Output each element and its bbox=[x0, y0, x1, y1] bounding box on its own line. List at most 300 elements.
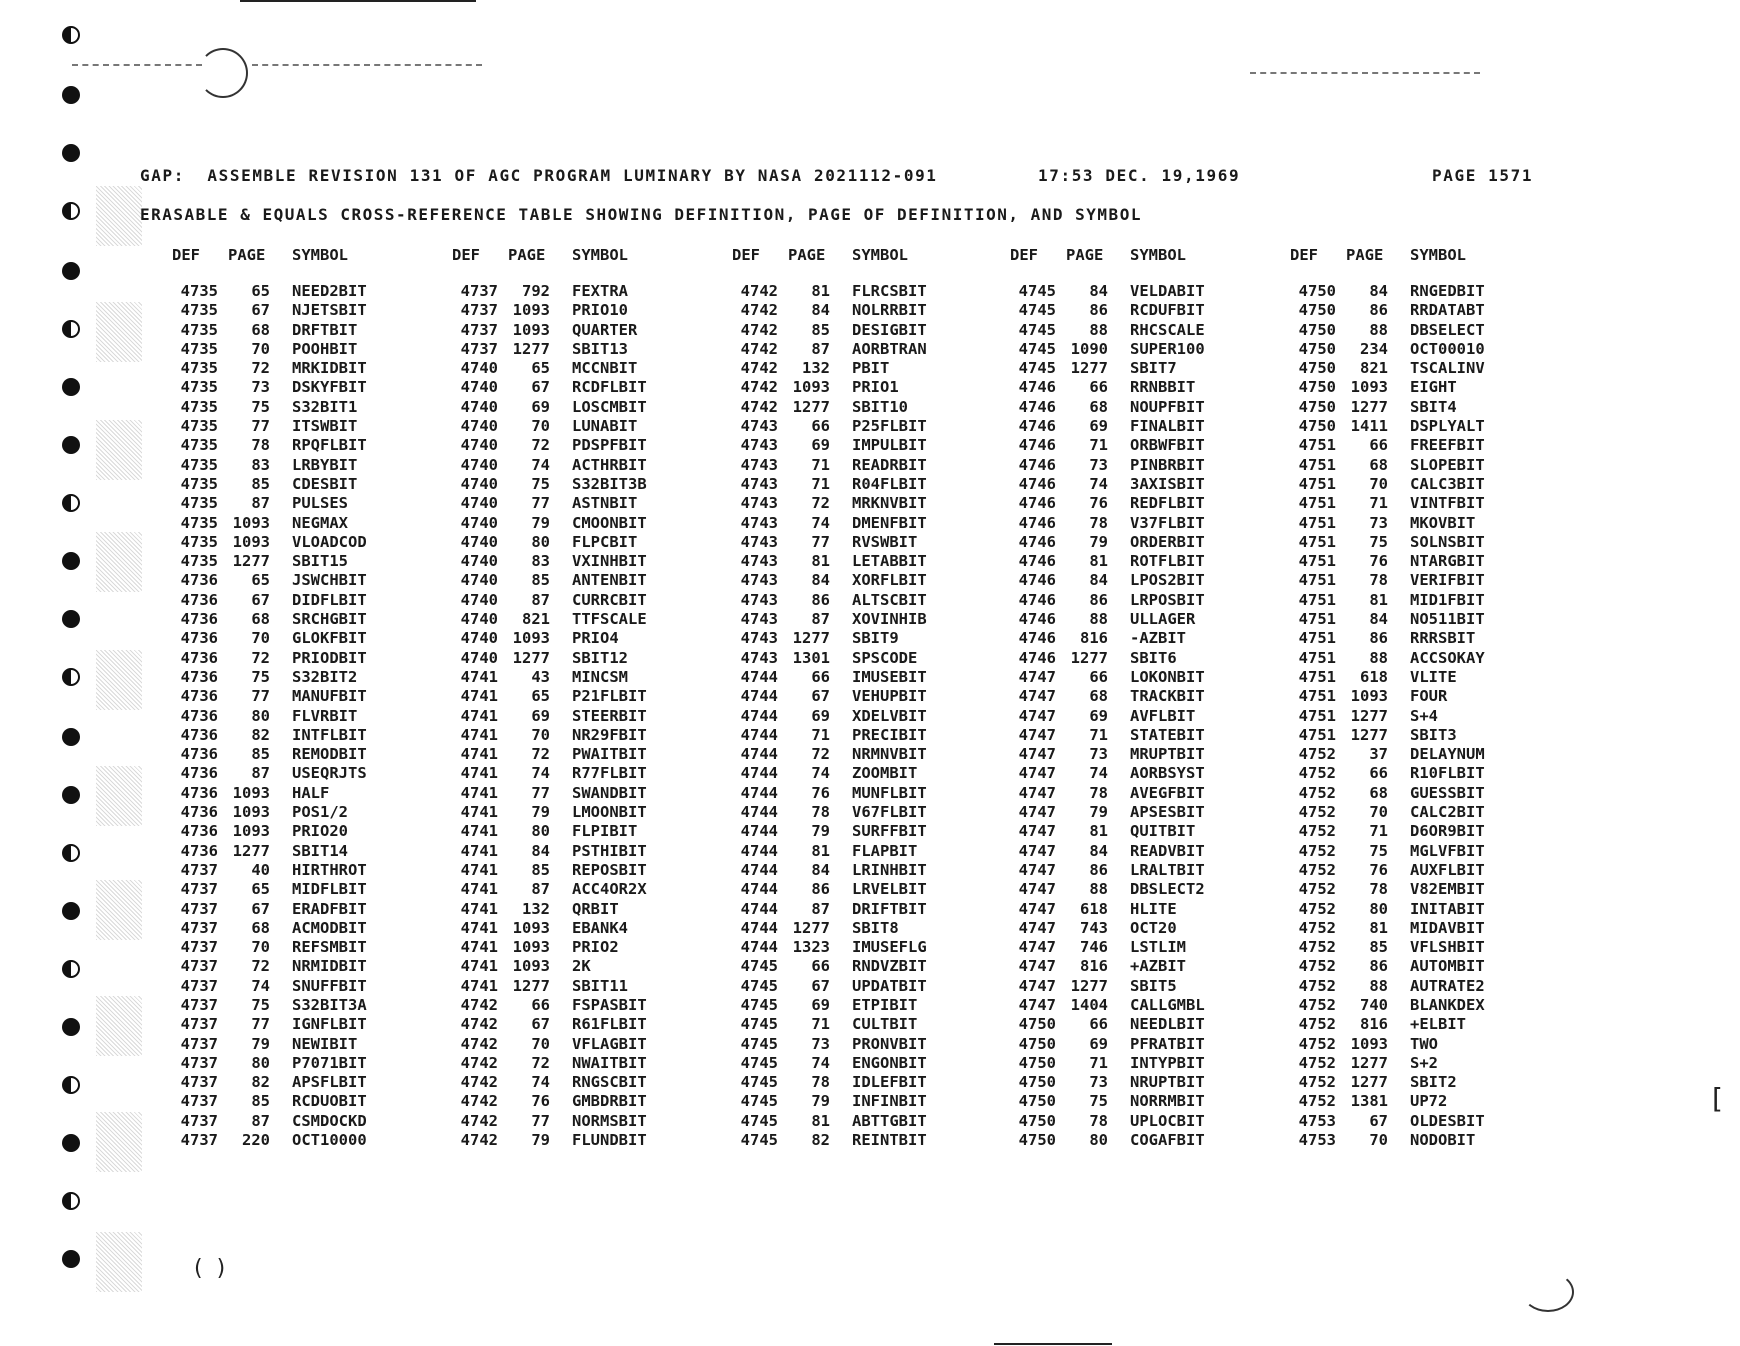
table-row bbox=[452, 726, 722, 745]
page-value: 67 bbox=[251, 899, 270, 918]
page-value: 1277 bbox=[232, 552, 270, 571]
symbol-name: MKOVBIT bbox=[1410, 513, 1476, 532]
page-value: 84 bbox=[1089, 841, 1108, 860]
table-row bbox=[732, 842, 1002, 861]
table-row bbox=[172, 475, 442, 494]
table-row bbox=[1010, 533, 1280, 552]
page-value: 1093 bbox=[512, 320, 550, 339]
timestamp: 17:53 DEC. 19,1969 bbox=[1038, 166, 1241, 185]
symbol-name: VELDABIT bbox=[1130, 282, 1205, 300]
symbol-name: SBIT9 bbox=[852, 629, 899, 648]
punch-hole-7 bbox=[62, 378, 80, 396]
def-value: 4747 bbox=[1018, 841, 1056, 860]
def-value: 4751 bbox=[1298, 552, 1336, 571]
symbol-name: NRMIDBIT bbox=[292, 957, 367, 976]
def-value: 4735 bbox=[180, 436, 218, 455]
symbol-name: GLOKFBIT bbox=[292, 629, 367, 648]
page-value: 81 bbox=[1369, 590, 1388, 609]
page-value: 743 bbox=[1080, 918, 1108, 937]
page-value: 67 bbox=[251, 590, 270, 609]
symbol-name: VERIFBIT bbox=[1410, 571, 1485, 590]
page-value: 71 bbox=[1369, 494, 1388, 513]
symbol-name: SNUFFBIT bbox=[292, 976, 367, 995]
page-value: 1277 bbox=[1350, 725, 1388, 744]
table-row bbox=[1010, 456, 1280, 475]
column-header-row bbox=[452, 246, 722, 282]
def-value: 4741 bbox=[460, 957, 498, 976]
def-value: 4744 bbox=[740, 783, 778, 802]
def-value: 4740 bbox=[460, 397, 498, 416]
symbol-name: REFSMBIT bbox=[292, 938, 367, 957]
def-value: 4741 bbox=[460, 745, 498, 764]
table-row bbox=[732, 996, 1002, 1015]
def-value: 4753 bbox=[1298, 1111, 1336, 1130]
table-row bbox=[1010, 629, 1280, 648]
page-value: 87 bbox=[811, 899, 830, 918]
table-row bbox=[1010, 475, 1280, 494]
def-value: 4745 bbox=[1018, 339, 1056, 358]
def-value: 4741 bbox=[460, 880, 498, 899]
table-row bbox=[172, 301, 442, 320]
page-value: 1381 bbox=[1350, 1092, 1388, 1111]
def-value: 4735 bbox=[180, 359, 218, 378]
page-value: 85 bbox=[531, 860, 550, 879]
symbol-name: ALTSCBIT bbox=[852, 590, 927, 609]
def-value: 4747 bbox=[1018, 783, 1056, 802]
punch-hole-16 bbox=[62, 902, 80, 920]
def-value: 4746 bbox=[1018, 436, 1056, 455]
page-value: 83 bbox=[531, 552, 550, 571]
table-row bbox=[172, 552, 442, 571]
def-value: 4741 bbox=[460, 899, 498, 918]
symbol-name: VFLAGBIT bbox=[572, 1034, 647, 1053]
table-row bbox=[1290, 378, 1560, 397]
page-value: 1277 bbox=[792, 918, 830, 937]
page-value: 66 bbox=[811, 667, 830, 686]
def-value: 4742 bbox=[460, 1034, 498, 1053]
page-value: 75 bbox=[1369, 532, 1388, 551]
table-row bbox=[452, 1092, 722, 1111]
table-row bbox=[1010, 957, 1280, 976]
def-value: 4747 bbox=[1018, 918, 1056, 937]
table-row bbox=[1010, 1073, 1280, 1092]
symbol-name: S32BIT1 bbox=[292, 397, 358, 416]
page-value: 1093 bbox=[1350, 687, 1388, 706]
def-value: 4740 bbox=[460, 590, 498, 609]
page-value: 821 bbox=[1360, 359, 1388, 378]
symbol-name: READRBIT bbox=[852, 455, 927, 474]
top-dash-mid bbox=[252, 64, 482, 66]
table-row bbox=[732, 378, 1002, 397]
symbol-name: NR29FBIT bbox=[572, 725, 647, 744]
table-row bbox=[452, 436, 722, 455]
page-value: 1093 bbox=[512, 918, 550, 937]
def-value: 4744 bbox=[740, 667, 778, 686]
symbol-name: ABTTGBIT bbox=[852, 1111, 927, 1130]
table-row bbox=[1010, 938, 1280, 957]
symbol-name: SBIT7 bbox=[1130, 359, 1177, 378]
symbol-name: NEGMAX bbox=[292, 513, 348, 532]
punch-hole-18 bbox=[62, 1018, 80, 1036]
def-value: 4740 bbox=[460, 378, 498, 397]
symbol-name: LPOS2BIT bbox=[1130, 571, 1205, 590]
page-value: 71 bbox=[1369, 822, 1388, 841]
table-row bbox=[452, 707, 722, 726]
symbol-name: REPOSBIT bbox=[572, 860, 647, 879]
table-row bbox=[1290, 321, 1560, 340]
table-row bbox=[1290, 436, 1560, 455]
def-value: 4737 bbox=[460, 301, 498, 320]
table-row bbox=[1010, 687, 1280, 706]
table-row bbox=[172, 919, 442, 938]
page-value: 220 bbox=[242, 1131, 270, 1150]
table-row bbox=[452, 514, 722, 533]
punch-hole-12 bbox=[62, 668, 80, 686]
header-page: PAGE bbox=[788, 246, 826, 264]
page-value: 1093 bbox=[512, 938, 550, 957]
symbol-name: LOSCMBIT bbox=[572, 397, 647, 416]
table-row bbox=[1010, 436, 1280, 455]
page-value: 80 bbox=[1369, 899, 1388, 918]
page-value: 65 bbox=[251, 571, 270, 590]
symbol-name: S32BIT3B bbox=[572, 474, 647, 493]
def-value: 4740 bbox=[460, 513, 498, 532]
def-value: 4751 bbox=[1298, 590, 1336, 609]
def-value: 4741 bbox=[460, 706, 498, 725]
page-value: 85 bbox=[251, 1092, 270, 1111]
header-def: DEF bbox=[1010, 246, 1038, 264]
def-value: 4751 bbox=[1298, 706, 1336, 725]
page-value: 76 bbox=[1089, 494, 1108, 513]
def-value: 4736 bbox=[180, 764, 218, 783]
page-value: 75 bbox=[531, 474, 550, 493]
def-value: 4737 bbox=[180, 1073, 218, 1092]
table-row bbox=[1010, 494, 1280, 513]
def-value: 4752 bbox=[1298, 880, 1336, 899]
table-row bbox=[1010, 1131, 1280, 1150]
def-value: 4736 bbox=[180, 667, 218, 686]
page-value: 88 bbox=[1369, 648, 1388, 667]
column-header-row bbox=[1010, 246, 1280, 282]
table-row bbox=[452, 900, 722, 919]
symbol-name: USEQRJTS bbox=[292, 764, 367, 783]
def-value: 4745 bbox=[1018, 359, 1056, 378]
page-value: 79 bbox=[531, 803, 550, 822]
table-row bbox=[172, 1112, 442, 1131]
table-row bbox=[1010, 803, 1280, 822]
page-value: 79 bbox=[1089, 803, 1108, 822]
table-row bbox=[1290, 1112, 1560, 1131]
table-row bbox=[1290, 591, 1560, 610]
symbol-name: DSKYFBIT bbox=[292, 378, 367, 397]
table-row bbox=[732, 745, 1002, 764]
table-row bbox=[732, 900, 1002, 919]
page-value: 73 bbox=[1089, 1073, 1108, 1092]
def-value: 4752 bbox=[1298, 841, 1336, 860]
table-row bbox=[1010, 398, 1280, 417]
scan-smudge bbox=[96, 766, 142, 826]
page-value: 70 bbox=[1369, 474, 1388, 493]
page-value: 85 bbox=[811, 320, 830, 339]
table-row bbox=[172, 1073, 442, 1092]
def-value: 4737 bbox=[180, 976, 218, 995]
table-row bbox=[452, 398, 722, 417]
symbol-name: VEHUPBIT bbox=[852, 687, 927, 706]
table-row bbox=[452, 668, 722, 687]
symbol-name: ACMODBIT bbox=[292, 918, 367, 937]
page-value: 75 bbox=[1089, 1092, 1108, 1111]
symbol-name: ITSWBIT bbox=[292, 417, 358, 436]
page-value: 81 bbox=[811, 282, 830, 300]
punch-hole-21 bbox=[62, 1192, 80, 1210]
page-value: 80 bbox=[251, 1053, 270, 1072]
symbol-name: CMOONBIT bbox=[572, 513, 647, 532]
page-value: 72 bbox=[531, 1053, 550, 1072]
symbol-name: SPSCODE bbox=[852, 648, 918, 667]
page-value: 71 bbox=[1089, 725, 1108, 744]
symbol-name: EBANK4 bbox=[572, 918, 628, 937]
table-subtitle: ERASABLE & EQUALS CROSS-REFERENCE TABLE SHOWING DEFINITION, PAGE OF DEFINITION, AND SYMBOL bbox=[140, 205, 1142, 224]
symbol-name: NOLRRBIT bbox=[852, 301, 927, 320]
table-row bbox=[452, 321, 722, 340]
symbol-name: LSTLIM bbox=[1130, 938, 1186, 957]
def-value: 4746 bbox=[1018, 610, 1056, 629]
def-value: 4735 bbox=[180, 339, 218, 358]
def-value: 4742 bbox=[460, 1131, 498, 1150]
def-value: 4743 bbox=[740, 590, 778, 609]
def-value: 4741 bbox=[460, 918, 498, 937]
symbol-name: RRNBBIT bbox=[1130, 378, 1196, 397]
table-row bbox=[1290, 340, 1560, 359]
table-row bbox=[172, 417, 442, 436]
symbol-name: FREEFBIT bbox=[1410, 436, 1485, 455]
page-value: 618 bbox=[1080, 899, 1108, 918]
symbol-name: LRINHBIT bbox=[852, 860, 927, 879]
table-row bbox=[1010, 900, 1280, 919]
table-row bbox=[172, 842, 442, 861]
def-value: 4740 bbox=[460, 474, 498, 493]
table-row bbox=[1010, 707, 1280, 726]
def-value: 4747 bbox=[1018, 687, 1056, 706]
page-value: 1277 bbox=[1350, 706, 1388, 725]
table-row bbox=[1290, 900, 1560, 919]
table-row bbox=[1290, 842, 1560, 861]
def-value: 4745 bbox=[740, 1131, 778, 1150]
symbol-name: PFRATBIT bbox=[1130, 1034, 1205, 1053]
symbol-name: GMBDRBIT bbox=[572, 1092, 647, 1111]
top-dash-right bbox=[1250, 72, 1480, 74]
def-value: 4743 bbox=[740, 629, 778, 648]
def-value: 4737 bbox=[180, 1034, 218, 1053]
def-value: 4740 bbox=[460, 571, 498, 590]
def-value: 4742 bbox=[460, 1053, 498, 1072]
table-row bbox=[732, 533, 1002, 552]
page-value: 76 bbox=[1369, 860, 1388, 879]
page-value: 87 bbox=[811, 339, 830, 358]
table-row bbox=[1010, 977, 1280, 996]
page-value: 81 bbox=[1369, 918, 1388, 937]
table-row bbox=[452, 552, 722, 571]
page-value: 1277 bbox=[792, 397, 830, 416]
symbol-name: SBIT4 bbox=[1410, 397, 1457, 416]
page-value: 1093 bbox=[512, 957, 550, 976]
table-row bbox=[172, 629, 442, 648]
page-value: 67 bbox=[531, 1015, 550, 1034]
def-value: 4745 bbox=[740, 1015, 778, 1034]
punch-hole-8 bbox=[62, 436, 80, 454]
def-value: 4752 bbox=[1298, 918, 1336, 937]
table-row bbox=[1290, 726, 1560, 745]
def-value: 4751 bbox=[1298, 436, 1336, 455]
table-row bbox=[732, 1015, 1002, 1034]
header-def: DEF bbox=[172, 246, 200, 264]
symbol-name: READVBIT bbox=[1130, 841, 1205, 860]
def-value: 4751 bbox=[1298, 532, 1336, 551]
page-value: 80 bbox=[1089, 1131, 1108, 1150]
def-value: 4743 bbox=[740, 494, 778, 513]
def-value: 4750 bbox=[1298, 339, 1336, 358]
symbol-name: LRBYBIT bbox=[292, 455, 358, 474]
page-value: 78 bbox=[1089, 513, 1108, 532]
table-row bbox=[1290, 1054, 1560, 1073]
symbol-name: CALLGMBL bbox=[1130, 995, 1205, 1014]
symbol-name: MRKNVBIT bbox=[852, 494, 927, 513]
symbol-name: RHCSCALE bbox=[1130, 320, 1205, 339]
page-value: 86 bbox=[1089, 301, 1108, 320]
symbol-name: PULSES bbox=[292, 494, 348, 513]
symbol-name: SURFFBIT bbox=[852, 822, 927, 841]
def-value: 4750 bbox=[1298, 359, 1336, 378]
table-row bbox=[172, 938, 442, 957]
symbol-name: P21FLBIT bbox=[572, 687, 647, 706]
symbol-name: ULLAGER bbox=[1130, 610, 1196, 629]
table-row bbox=[452, 282, 722, 301]
page-value: 71 bbox=[811, 455, 830, 474]
table-row bbox=[1290, 861, 1560, 880]
symbol-name: ERADFBIT bbox=[292, 899, 367, 918]
symbol-name: FLVRBIT bbox=[292, 706, 358, 725]
table-row bbox=[732, 456, 1002, 475]
page-value: 65 bbox=[251, 880, 270, 899]
symbol-name: ASTNBIT bbox=[572, 494, 638, 513]
page-value: 1323 bbox=[792, 938, 830, 957]
page-value: 80 bbox=[531, 532, 550, 551]
def-value: 4750 bbox=[1298, 378, 1336, 397]
page-value: 746 bbox=[1080, 938, 1108, 957]
def-value: 4741 bbox=[460, 764, 498, 783]
def-value: 4747 bbox=[1018, 880, 1056, 899]
symbol-name: QRBIT bbox=[572, 899, 619, 918]
table-row bbox=[452, 957, 722, 976]
def-value: 4750 bbox=[1018, 1131, 1056, 1150]
page-value: 86 bbox=[1369, 629, 1388, 648]
page-value: 71 bbox=[1089, 436, 1108, 455]
def-value: 4747 bbox=[1018, 725, 1056, 744]
symbol-name: OCT10000 bbox=[292, 1131, 367, 1150]
page-value: 1090 bbox=[1070, 339, 1108, 358]
page-value: 69 bbox=[811, 706, 830, 725]
symbol-name: FSPASBIT bbox=[572, 995, 647, 1014]
symbol-name: ACC4OR2X bbox=[572, 880, 647, 899]
page-value: 1093 bbox=[232, 822, 270, 841]
symbol-name: LRPOSBIT bbox=[1130, 590, 1205, 609]
def-value: 4737 bbox=[180, 1053, 218, 1072]
def-value: 4752 bbox=[1298, 1053, 1336, 1072]
table-row bbox=[452, 803, 722, 822]
page-value: 81 bbox=[811, 841, 830, 860]
table-row bbox=[172, 707, 442, 726]
def-value: 4744 bbox=[740, 803, 778, 822]
page-value: 618 bbox=[1360, 667, 1388, 686]
symbol-name: ANTENBIT bbox=[572, 571, 647, 590]
symbol-name: ETPIBIT bbox=[852, 995, 918, 1014]
page-value: 78 bbox=[1369, 880, 1388, 899]
header-def: DEF bbox=[452, 246, 480, 264]
page-value: 66 bbox=[531, 995, 550, 1014]
table-row bbox=[732, 977, 1002, 996]
page-value: 80 bbox=[531, 822, 550, 841]
def-value: 4737 bbox=[180, 1111, 218, 1130]
table-row bbox=[1290, 919, 1560, 938]
scan-smudge bbox=[96, 186, 142, 246]
def-value: 4735 bbox=[180, 378, 218, 397]
def-value: 4743 bbox=[740, 610, 778, 629]
table-row bbox=[452, 494, 722, 513]
symbol-name: NOUPFBIT bbox=[1130, 397, 1205, 416]
symbol-name: SBIT8 bbox=[852, 918, 899, 937]
symbol-name: SBIT12 bbox=[572, 648, 628, 667]
table-row bbox=[1010, 784, 1280, 803]
table-row bbox=[1290, 571, 1560, 590]
xref-column-5 bbox=[1290, 246, 1560, 1150]
symbol-name: SBIT6 bbox=[1130, 648, 1177, 667]
symbol-name: INTYPBIT bbox=[1130, 1053, 1205, 1072]
table-row bbox=[1010, 764, 1280, 783]
symbol-name: MCCNBIT bbox=[572, 359, 638, 378]
page-value: 65 bbox=[531, 687, 550, 706]
symbol-name: AVFLBIT bbox=[1130, 706, 1196, 725]
table-row bbox=[172, 282, 442, 301]
def-value: 4745 bbox=[1018, 282, 1056, 300]
table-row bbox=[172, 533, 442, 552]
punch-hole-22 bbox=[62, 1250, 80, 1268]
symbol-name: SBIT14 bbox=[292, 841, 348, 860]
def-value: 4746 bbox=[1018, 455, 1056, 474]
page-value: 821 bbox=[522, 610, 550, 629]
table-row bbox=[172, 398, 442, 417]
symbol-name: UPLOCBIT bbox=[1130, 1111, 1205, 1130]
def-value: 4741 bbox=[460, 667, 498, 686]
table-row bbox=[1290, 301, 1560, 320]
table-row bbox=[1290, 668, 1560, 687]
page-value: 84 bbox=[1369, 282, 1388, 300]
table-row bbox=[1290, 533, 1560, 552]
table-row bbox=[452, 475, 722, 494]
def-value: 4741 bbox=[460, 976, 498, 995]
table-row bbox=[172, 861, 442, 880]
table-row bbox=[172, 649, 442, 668]
punch-hole-10 bbox=[62, 552, 80, 570]
symbol-name: HIRTHROT bbox=[292, 860, 367, 879]
def-value: 4744 bbox=[740, 918, 778, 937]
symbol-name: DELAYNUM bbox=[1410, 745, 1485, 764]
page-value: 77 bbox=[251, 1015, 270, 1034]
def-value: 4746 bbox=[1018, 378, 1056, 397]
symbol-name: SRCHGBIT bbox=[292, 610, 367, 629]
page-value: 68 bbox=[251, 610, 270, 629]
def-value: 4751 bbox=[1298, 474, 1336, 493]
def-value: 4752 bbox=[1298, 783, 1336, 802]
